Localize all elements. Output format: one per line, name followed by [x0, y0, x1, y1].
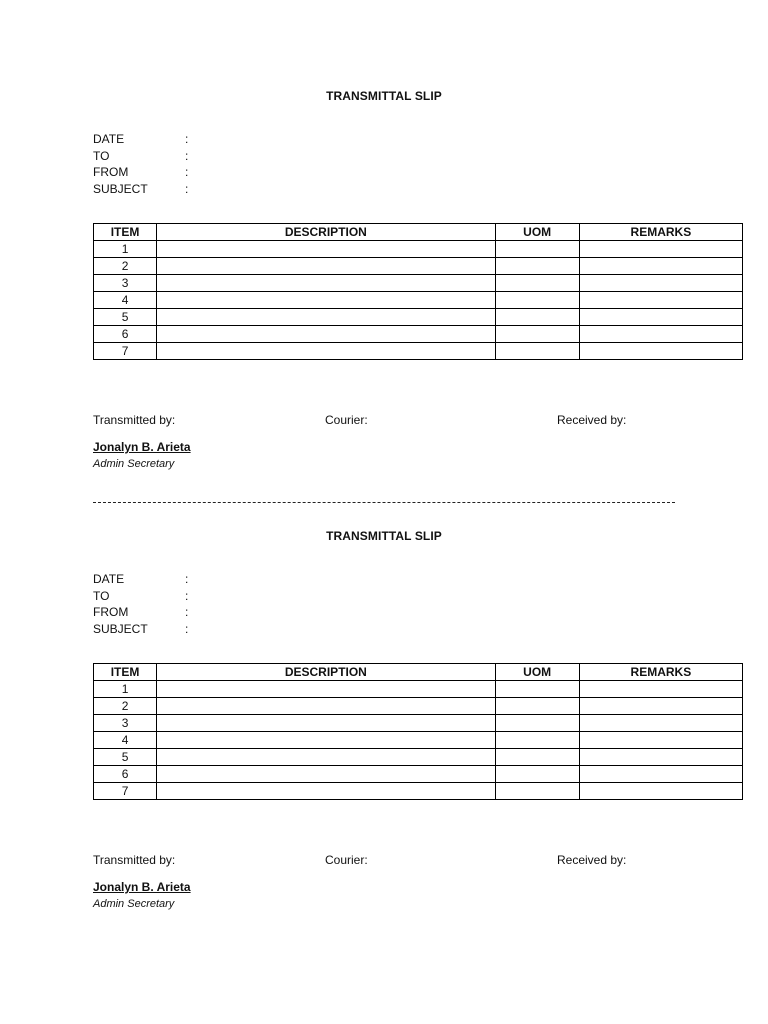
items-table	[93, 663, 743, 800]
item-cell: 6	[94, 326, 157, 343]
description-header: DESCRIPTION	[157, 224, 496, 241]
remarks-cell	[579, 258, 742, 275]
to-field	[93, 148, 393, 165]
item-cell: 2	[94, 698, 157, 715]
from-label: FROM	[93, 165, 129, 179]
item-cell: 4	[94, 732, 157, 749]
description-cell	[157, 749, 496, 766]
uom-cell	[495, 715, 579, 732]
signature-labels	[93, 411, 743, 429]
description-cell	[157, 258, 496, 275]
to-colon: :	[185, 588, 189, 603]
description-cell	[157, 326, 496, 343]
table-row	[94, 258, 743, 275]
remarks-cell	[579, 292, 742, 309]
table-row	[94, 732, 743, 749]
uom-cell	[495, 681, 579, 698]
item-cell: 3	[94, 275, 157, 292]
item-cell: 1	[94, 241, 157, 258]
date-label: DATE	[93, 132, 125, 146]
courier-label: Courier:	[325, 413, 368, 427]
description-cell	[157, 343, 496, 360]
description-cell	[157, 698, 496, 715]
description-cell	[157, 766, 496, 783]
uom-cell	[495, 309, 579, 326]
item-cell: 2	[94, 258, 157, 275]
remarks-cell	[579, 715, 742, 732]
description-cell	[157, 783, 496, 800]
subject-colon: :	[185, 181, 189, 196]
description-cell	[157, 715, 496, 732]
table-header-row	[94, 664, 743, 681]
signer-name: Jonalyn B. Arieta	[93, 880, 191, 894]
item-cell: 7	[94, 783, 157, 800]
description-cell	[157, 241, 496, 258]
signer-role: Admin Secretary	[93, 898, 175, 910]
item-cell: 5	[94, 749, 157, 766]
courier-label: Courier:	[325, 853, 368, 867]
description-cell	[157, 681, 496, 698]
to-field	[93, 588, 393, 605]
date-field	[93, 131, 393, 148]
from-colon: :	[185, 605, 189, 619]
remarks-cell	[579, 241, 742, 258]
items-table	[93, 223, 743, 360]
subject-colon: :	[185, 621, 189, 636]
table-row	[94, 749, 743, 766]
slip-header-fields	[93, 571, 393, 637]
table-row	[94, 309, 743, 326]
remarks-cell	[579, 275, 742, 292]
uom-cell	[495, 783, 579, 800]
item-cell: 4	[94, 292, 157, 309]
item-header: ITEM	[94, 664, 157, 681]
from-field	[93, 164, 393, 181]
uom-cell	[495, 258, 579, 275]
remarks-header: REMARKS	[579, 224, 742, 241]
description-cell	[157, 732, 496, 749]
signature-labels	[93, 851, 743, 869]
table-row	[94, 766, 743, 783]
slip-title: TRANSMITTAL SLIP	[326, 89, 442, 103]
uom-cell	[495, 766, 579, 783]
uom-cell	[495, 292, 579, 309]
uom-header: UOM	[495, 664, 579, 681]
remarks-cell	[579, 766, 742, 783]
from-label: FROM	[93, 605, 129, 619]
transmitted-by-label: Transmitted by:	[93, 853, 176, 867]
subject-label: SUBJECT	[93, 181, 148, 196]
cut-line-divider	[93, 502, 675, 503]
transmitted-by-label: Transmitted by:	[93, 413, 176, 427]
description-header: DESCRIPTION	[157, 664, 496, 681]
to-label: TO	[93, 148, 110, 163]
description-cell	[157, 275, 496, 292]
item-header: ITEM	[94, 224, 157, 241]
from-field	[93, 604, 393, 621]
uom-header: UOM	[495, 224, 579, 241]
table-row	[94, 681, 743, 698]
remarks-cell	[579, 749, 742, 766]
table-row	[94, 275, 743, 292]
table-row	[94, 292, 743, 309]
remarks-cell	[579, 343, 742, 360]
remarks-cell	[579, 783, 742, 800]
uom-cell	[495, 749, 579, 766]
to-label: TO	[93, 588, 110, 603]
signer-name: Jonalyn B. Arieta	[93, 440, 191, 454]
table-row	[94, 783, 743, 800]
remarks-cell	[579, 309, 742, 326]
description-cell	[157, 309, 496, 326]
table-row	[94, 241, 743, 258]
signer-role: Admin Secretary	[93, 458, 175, 470]
table-row	[94, 715, 743, 732]
date-field	[93, 571, 393, 588]
slip-header-fields	[93, 131, 393, 197]
received-by-label: Received by:	[557, 853, 627, 867]
remarks-header: REMARKS	[579, 664, 742, 681]
subject-field	[93, 621, 393, 638]
item-cell: 7	[94, 343, 157, 360]
date-colon: :	[185, 572, 189, 586]
uom-cell	[495, 326, 579, 343]
received-by-label: Received by:	[557, 413, 627, 427]
date-colon: :	[185, 132, 189, 146]
item-cell: 1	[94, 681, 157, 698]
remarks-cell	[579, 681, 742, 698]
date-label: DATE	[93, 572, 125, 586]
remarks-cell	[579, 326, 742, 343]
to-colon: :	[185, 148, 189, 163]
remarks-cell	[579, 698, 742, 715]
item-cell: 5	[94, 309, 157, 326]
subject-label: SUBJECT	[93, 621, 148, 636]
table-row	[94, 326, 743, 343]
from-colon: :	[185, 165, 189, 179]
uom-cell	[495, 241, 579, 258]
uom-cell	[495, 698, 579, 715]
subject-field	[93, 181, 393, 198]
table-row	[94, 698, 743, 715]
uom-cell	[495, 343, 579, 360]
item-cell: 3	[94, 715, 157, 732]
remarks-cell	[579, 732, 742, 749]
uom-cell	[495, 275, 579, 292]
table-header-row	[94, 224, 743, 241]
uom-cell	[495, 732, 579, 749]
description-cell	[157, 292, 496, 309]
item-cell: 6	[94, 766, 157, 783]
table-row	[94, 343, 743, 360]
slip-title: TRANSMITTAL SLIP	[326, 529, 442, 543]
